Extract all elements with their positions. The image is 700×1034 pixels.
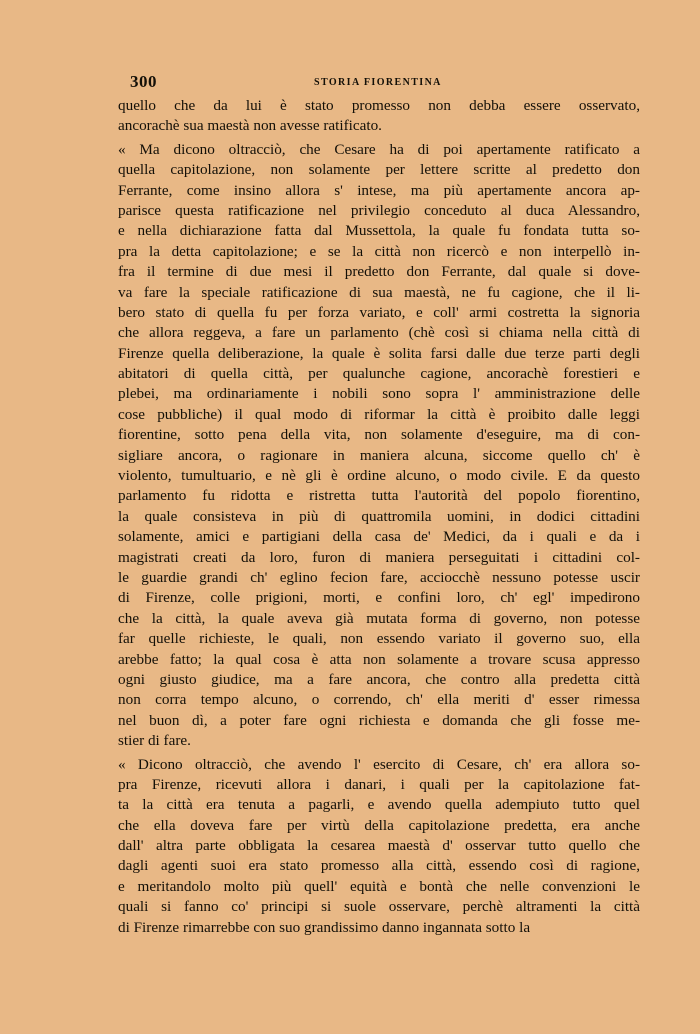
text-line: stier di fare. bbox=[118, 732, 191, 750]
text-line: violento, tumultuario, e nè gli è ordine alcuno, o modo civile. E da questo bbox=[118, 467, 640, 485]
body-text bbox=[118, 96, 640, 938]
text-line: dall' altra parte obbligata la cesarea maestà d' osservar tutto quello che bbox=[118, 837, 640, 855]
text-line: quella capitolazione, non solamente per lettere scritte al predetto don bbox=[118, 161, 640, 179]
text-line: ancorachè sua maestà non avesse ratificato. bbox=[118, 117, 382, 135]
paragraph bbox=[118, 755, 640, 939]
text-line: dagli agenti suoi era stato promesso alla città, essendo così di ragione, bbox=[118, 857, 640, 875]
text-line: che allora reggeva, a fare un parlamento (chè così si chiama nella città di bbox=[118, 324, 640, 342]
text-line: e meritandolo molto più quell' equità e bontà che nelle convenzioni le bbox=[118, 877, 640, 895]
book-page bbox=[118, 70, 640, 938]
text-line: va fare la speciale ratificazione di sua maestà, ne fu cagione, che il li- bbox=[118, 283, 640, 301]
text-line: ta la città era tenuta a pagarli, e avendo quella adempiuto tutto quel bbox=[118, 796, 640, 814]
text-line: le guardie grandi ch' eglino fecion fare, acciocchè nessuno potesse uscir bbox=[118, 568, 640, 586]
running-head: STORIA FIORENTINA bbox=[314, 77, 442, 88]
text-line: bero stato di quella fu per forza variato, e coll' armi costretta la signoria bbox=[118, 303, 640, 321]
text-line: pra la detta capitolazione; e se la città non ricercò e non interpellò in- bbox=[118, 242, 640, 260]
text-line: Firenze quella deliberazione, la quale è solita farsi dalle due terze parti degli bbox=[118, 344, 640, 362]
text-line: plebei, ma ordinariamente i nobili sono sopra l' amministrazione delle bbox=[118, 385, 640, 403]
text-line: solamente, amici e partigiani della casa de' Medici, da i quali e da i bbox=[118, 528, 640, 546]
text-line: la quale consisteva in più di quattromila uomini, in dodici cittadini bbox=[118, 507, 640, 525]
text-line: pra Firenze, ricevuti allora i danari, i quali per la capitolazione fat- bbox=[118, 775, 640, 793]
text-line: fiorentine, sotto pena della vita, non solamente d'eseguire, ma di con- bbox=[118, 426, 640, 444]
paragraph bbox=[118, 140, 640, 752]
text-line: far quelle richieste, le quali, non essendo variato il governo suo, ella bbox=[118, 630, 640, 648]
text-line: ogni giusto giudice, ma a fare ancora, che contro alla predetta città bbox=[118, 670, 640, 688]
text-line: nel buon dì, a poter fare ogni richiesta e domanda che gli fosse me- bbox=[118, 711, 640, 729]
text-line: di Firenze rimarrebbe con suo grandissimo danno ingannata sotto la bbox=[118, 918, 531, 936]
text-line: parisce questa ratificazione nel privilegio conceduto al duca Alessandro, bbox=[118, 201, 640, 219]
text-line: fra il termine di due mesi il predetto don Ferrante, dal quale si dove- bbox=[118, 263, 640, 281]
text-line: « Dicono oltracciò, che avendo l' esercito di Cesare, ch' era allora so- bbox=[118, 755, 640, 773]
text-line: che ella doveva fare per virtù della capitolazione predetta, era anche bbox=[118, 816, 640, 834]
text-line: parlamento fu ridotta e ristretta tutta l'autorità del popolo fiorentino, bbox=[118, 487, 640, 505]
text-line: abitatori di quella città, per qualunche cagione, ancorachè forestieri e bbox=[118, 365, 640, 383]
text-line: magistrati creati da loro, furon di maniera perseguitati i cittadini col- bbox=[118, 548, 640, 566]
text-line: non corra tempo alcuno, o correndo, ch' ella meriti d' esser rimessa bbox=[118, 691, 640, 709]
paragraph bbox=[118, 96, 640, 137]
text-line: Ferrante, come insino allora s' intese, ma più apertamente ancora ap- bbox=[118, 181, 640, 199]
text-line: che la città, la quale aveva già mutata forma di governo, non potesse bbox=[118, 609, 640, 627]
text-line: di Firenze, colle prigioni, morti, e confini loro, ch' egl' impedirono bbox=[118, 589, 640, 607]
text-line: quali si fanno co' principi si suole osservare, perchè altramenti la città bbox=[118, 898, 640, 916]
text-line: arebbe fatto; la qual cosa è atta non solamente a trovare scusa appresso bbox=[118, 650, 640, 668]
text-line: e nella dichiarazione fatta dal Mussettola, la quale fu fondata tutta so- bbox=[118, 222, 640, 240]
page-number: 300 bbox=[130, 72, 157, 91]
text-line: cose pubbliche) il qual modo di riformar la città è proibito dalle leggi bbox=[118, 405, 640, 423]
page-header bbox=[118, 70, 640, 96]
text-line: « Ma dicono oltracciò, che Cesare ha di poi apertamente ratificato a bbox=[118, 140, 640, 158]
text-line: sigliare ancora, o ragionare in maniera alcuna, siccome quello ch' è bbox=[118, 446, 640, 464]
text-line: quello che da lui è stato promesso non debba essere osservato, bbox=[118, 97, 640, 114]
